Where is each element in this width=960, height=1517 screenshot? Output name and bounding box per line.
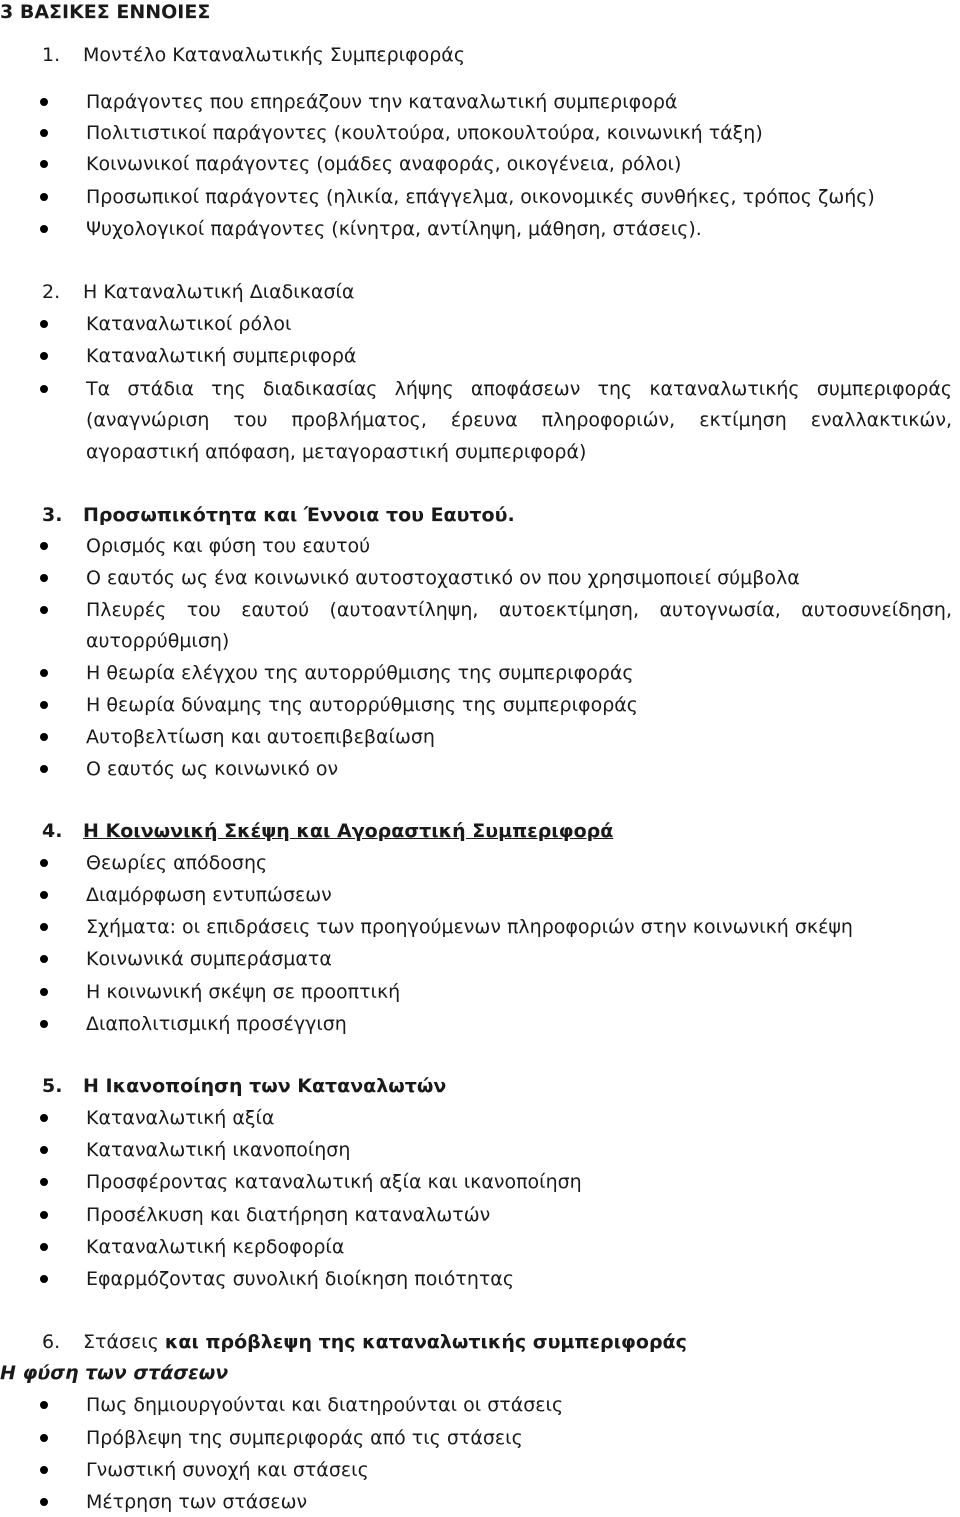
bullet-icon (40, 1146, 48, 1154)
list-item (0, 118, 960, 148)
list-item (0, 1167, 960, 1197)
bullet-icon (40, 955, 48, 963)
list-item-continuation (0, 437, 960, 467)
section-number: 3. (42, 504, 63, 526)
section-title-bold: και πρόβλεψη της καταναλωτικής συμπεριφοράς (164, 1331, 687, 1353)
list-item (0, 754, 960, 784)
list-item-text: Εφαρμόζοντας συνολική διοίκηση ποιότητας (86, 1268, 514, 1290)
list-item-text: Καταναλωτική συμπεριφορά (86, 345, 357, 367)
section-2-title (0, 277, 960, 307)
list-item (0, 214, 960, 244)
bullet-icon (40, 1020, 48, 1028)
bullet-icon (40, 1434, 48, 1442)
list-item (0, 182, 960, 212)
section-number: 2. (42, 281, 61, 303)
list-item (0, 563, 960, 593)
section-title-text: Προσωπικότητα και Έννοια του Εαυτού. (83, 504, 515, 526)
bullet-icon (40, 891, 48, 899)
list-item-text: Καταναλωτική αξία (86, 1107, 275, 1129)
list-item-text: (αναγνώριση του προβλήματος, έρευνα πληροφοριών, εκτίμηση εναλλακτικών, (86, 409, 952, 431)
list-item (0, 87, 960, 117)
subheading-text: Η φύση των στάσεων (0, 1362, 229, 1384)
document-heading (0, 0, 960, 27)
section-title-text (83, 1327, 687, 1357)
list-item-text: Ορισμός και φύση του εαυτού (86, 535, 371, 557)
list-item-text: Μέτρηση των στάσεων (86, 1491, 308, 1513)
list-item-text: Τα στάδια της διαδικασίας λήψης αποφάσεων της καταναλωτικής συμπεριφοράς (86, 378, 952, 400)
list-item (0, 1390, 960, 1420)
bullet-icon (40, 733, 48, 741)
bullet-icon (40, 859, 48, 867)
list-item-continuation (0, 405, 960, 435)
section-title-plain: Στάσεις (83, 1331, 165, 1353)
bullet-icon (40, 320, 48, 328)
section-3-title (0, 500, 960, 530)
section-number: 5. (42, 1075, 63, 1097)
list-item (0, 944, 960, 974)
section-number: 1. (42, 44, 61, 66)
list-item (0, 149, 960, 179)
list-item-text: Σχήματα: οι επιδράσεις των προηγούμενων πληροφοριών στην κοινωνική σκέψη (86, 916, 853, 938)
list-item (0, 722, 960, 752)
list-item (0, 848, 960, 878)
list-item-text: Θεωρίες απόδοσης (86, 852, 268, 874)
list-item-text: Πλευρές του εαυτού (αυτοαντίληψη, αυτοεκτίμηση, αυτογνωσία, αυτοσυνείδηση, (86, 599, 952, 621)
list-item (0, 309, 960, 339)
section-5-title (0, 1071, 960, 1101)
section-1-title (0, 40, 960, 70)
bullet-icon (40, 98, 48, 106)
list-item-text: Καταναλωτικοί ρόλοι (86, 313, 292, 335)
list-item-text: Προσωπικοί παράγοντες (ηλικία, επάγγελμα, οικονομικές συνθήκες, τρόπος ζωής) (86, 186, 875, 208)
bullet-icon (40, 765, 48, 773)
list-item (0, 977, 960, 1007)
list-item (0, 1232, 960, 1262)
list-item-text: Ο εαυτός ως κοινωνικό ον (86, 758, 339, 780)
bullet-icon (40, 923, 48, 931)
bullet-icon (40, 352, 48, 360)
bullet-icon (40, 1401, 48, 1409)
list-item-text: αυτορρύθμιση) (86, 630, 230, 652)
section-number: 4. (42, 820, 63, 842)
list-item-text: αγοραστική απόφαση, μεταγοραστική συμπεριφορά) (86, 441, 587, 463)
list-item (0, 1009, 960, 1039)
list-item (0, 1455, 960, 1485)
list-item (0, 912, 960, 942)
list-item-text: Κοινωνικά συμπεράσματα (86, 948, 332, 970)
list-item-text: Καταναλωτική κερδοφορία (86, 1236, 345, 1258)
list-item (0, 531, 960, 561)
bullet-icon (40, 701, 48, 709)
list-item-text: Κοινωνικοί παράγοντες (ομάδες αναφοράς, οικογένεια, ρόλοι) (86, 153, 682, 175)
bullet-icon (40, 225, 48, 233)
section-4-title (0, 816, 960, 846)
list-item-text: Πρόβλεψη της συμπεριφοράς από τις στάσεις (86, 1427, 523, 1449)
list-item-text: Η κοινωνική σκέψη σε προοπτική (86, 981, 401, 1003)
list-item-text: Ψυχολογικοί παράγοντες (κίνητρα, αντίληψη, μάθηση, στάσεις). (86, 218, 702, 240)
bullet-icon (40, 160, 48, 168)
list-item (0, 880, 960, 910)
section-number: 6. (42, 1331, 61, 1353)
section-title-text: Η Καταναλωτική Διαδικασία (83, 281, 355, 303)
list-item (0, 1200, 960, 1230)
list-item-text: Πολιτιστικοί παράγοντες (κουλτούρα, υποκουλτούρα, κοινωνική τάξη) (86, 122, 763, 144)
list-item-text: Η θεωρία δύναμης της αυτορρύθμισης της συμπεριφοράς (86, 694, 638, 716)
list-item-text: Προσέλκυση και διατήρηση καταναλωτών (86, 1204, 491, 1226)
list-item (0, 1264, 960, 1294)
list-item (0, 341, 960, 371)
list-item-text: Γνωστική συνοχή και στάσεις (86, 1459, 369, 1481)
list-item-text: Αυτοβελτίωση και αυτοεπιβεβαίωση (86, 726, 435, 748)
bullet-icon (40, 1466, 48, 1474)
list-item (0, 1423, 960, 1453)
bullet-icon (40, 574, 48, 582)
list-item (0, 595, 960, 625)
list-item-text: Διαπολιτισμική προσέγγιση (86, 1013, 347, 1035)
bullet-icon (40, 1275, 48, 1283)
section-title-text: Η Ικανοποίηση των Καταναλωτών (83, 1075, 447, 1097)
bullet-icon (40, 129, 48, 137)
bullet-icon (40, 1498, 48, 1506)
list-item-text: Παράγοντες που επηρεάζουν την καταναλωτική συμπεριφορά (86, 91, 678, 113)
section-6-title (0, 1327, 960, 1357)
document-heading-text: 3 ΒΑΣΙΚΕΣ ΕΝΝΟΙΕΣ (0, 1, 211, 23)
list-item-text: Καταναλωτική ικανοποίηση (86, 1139, 351, 1161)
bullet-icon (40, 988, 48, 996)
list-item (0, 690, 960, 720)
bullet-icon (40, 542, 48, 550)
list-item (0, 658, 960, 688)
bullet-icon (40, 193, 48, 201)
subheading (0, 1358, 960, 1388)
list-item-text: Ο εαυτός ως ένα κοινωνικό αυτοστοχαστικό ον που χρησιμοποιεί σύμβολα (86, 567, 800, 589)
list-item-text: Προσφέροντας καταναλωτική αξία και ικανοποίηση (86, 1171, 582, 1193)
list-item-text: Διαμόρφωση εντυπώσεων (86, 884, 332, 906)
list-item (0, 1103, 960, 1133)
bullet-icon (40, 669, 48, 677)
section-title-text: Η Κοινωνική Σκέψη και Αγοραστική Συμπεριφορά (83, 820, 614, 842)
list-item-text: Η θεωρία ελέγχου της αυτορρύθμισης της συμπεριφοράς (86, 662, 634, 684)
bullet-icon (40, 1243, 48, 1251)
list-item-text: Πως δημιουργούνται και διατηρούνται οι στάσεις (86, 1394, 564, 1416)
list-item-continuation (0, 626, 960, 656)
bullet-icon (40, 1178, 48, 1186)
list-item (0, 374, 960, 404)
bullet-icon (40, 606, 48, 614)
bullet-icon (40, 1211, 48, 1219)
list-item (0, 1487, 960, 1517)
list-item (0, 1135, 960, 1165)
section-title-text: Μοντέλο Καταναλωτικής Συμπεριφοράς (83, 44, 465, 66)
bullet-icon (40, 1114, 48, 1122)
bullet-icon (40, 385, 48, 393)
